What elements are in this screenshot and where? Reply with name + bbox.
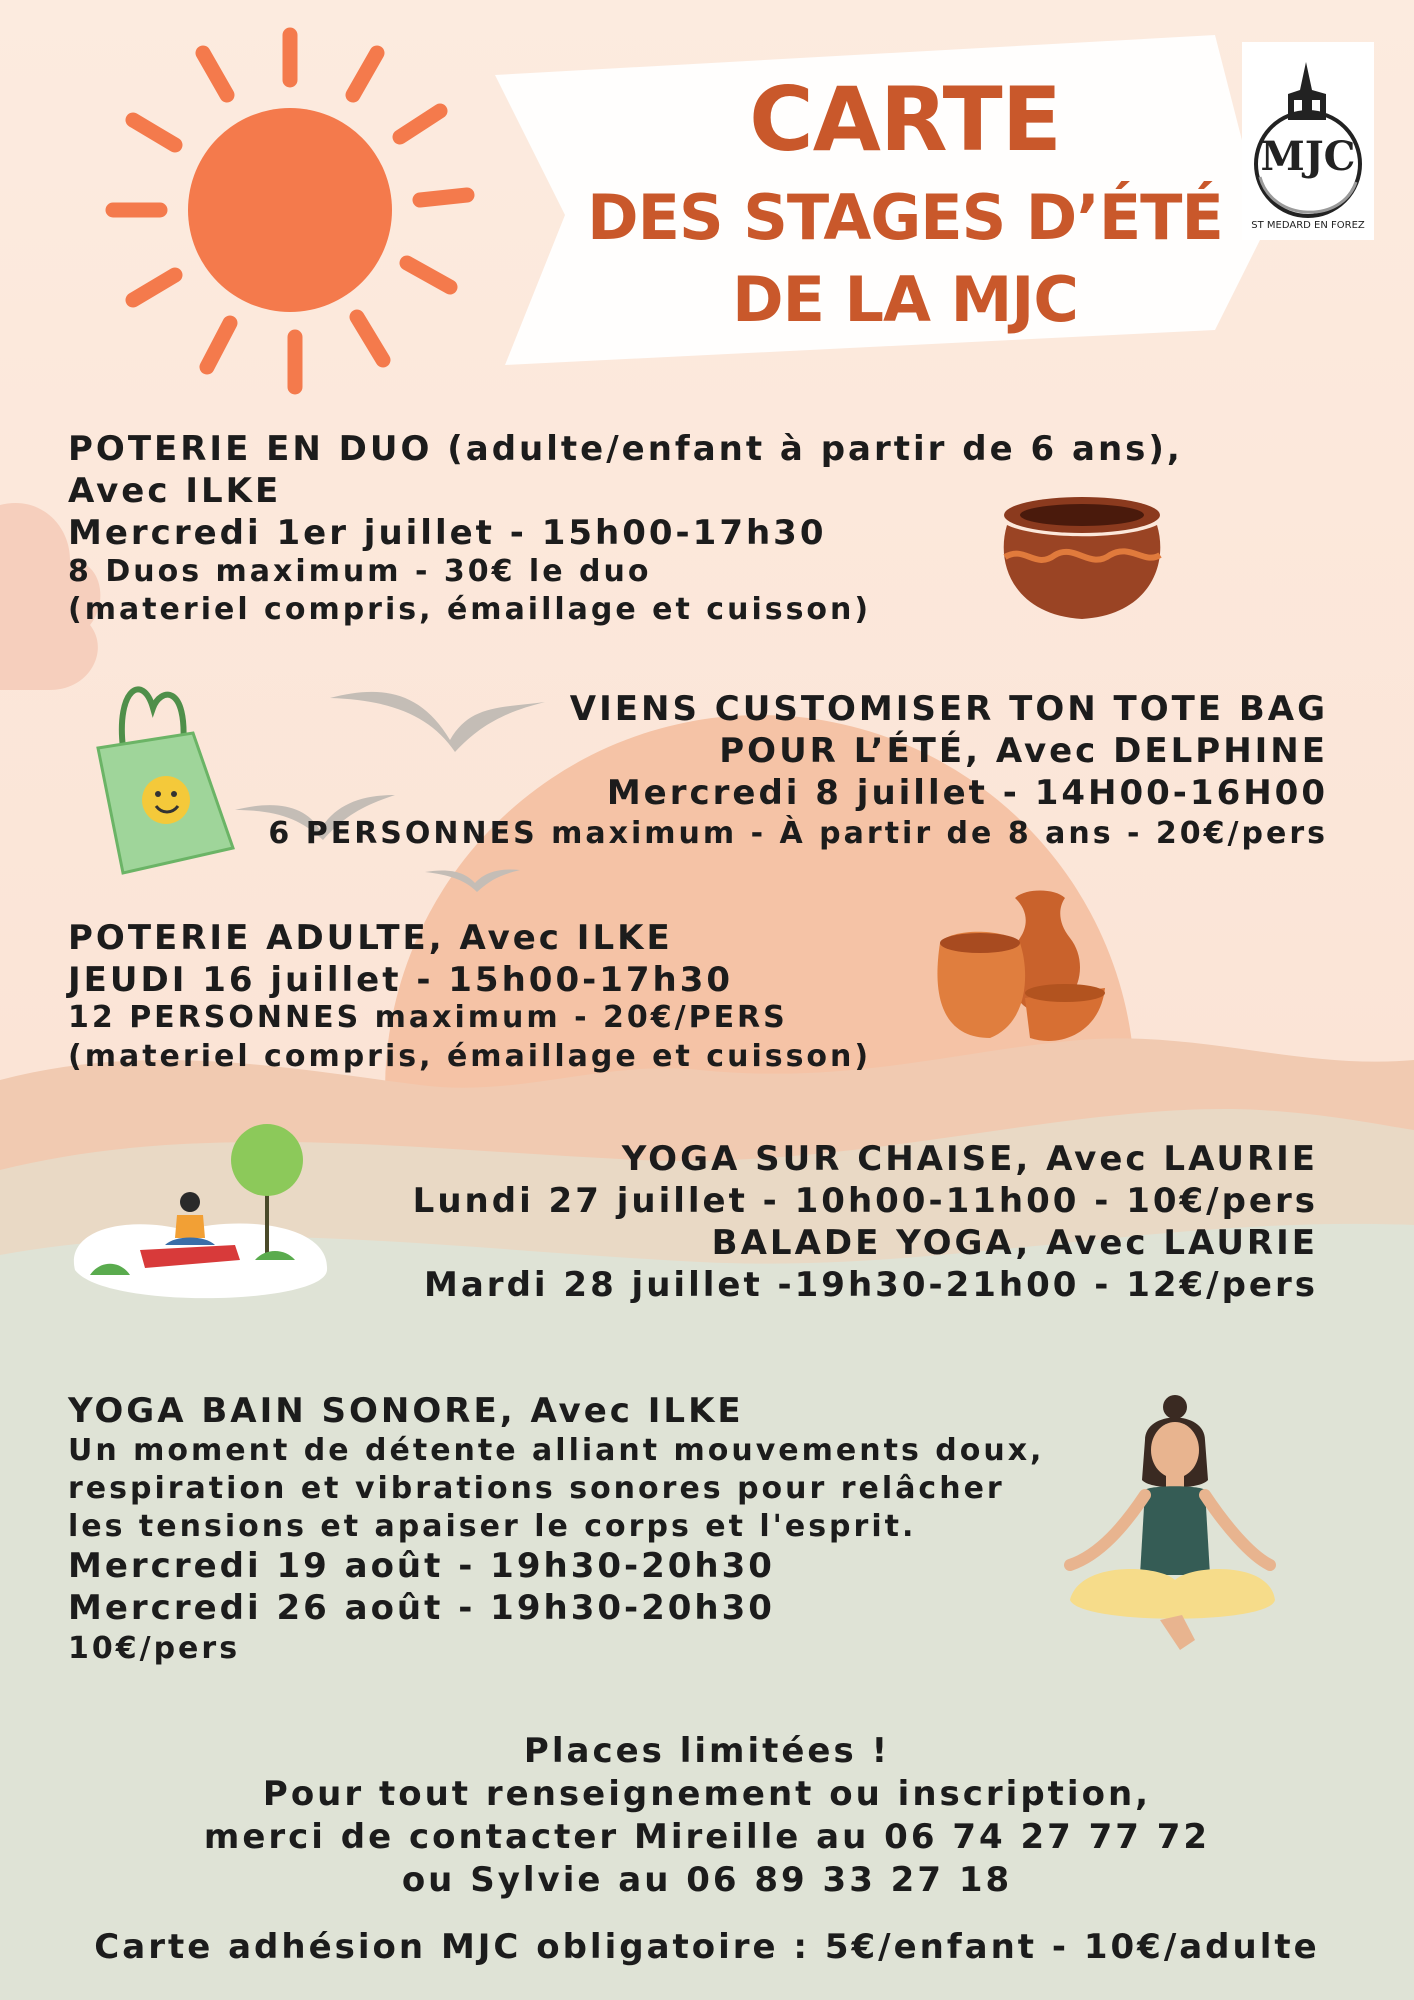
page-title-line2: DES STAGES D’ÉTÉ bbox=[587, 181, 1223, 254]
footer-phone-mireille: merci de contacter Mireille au 06 74 27 77 72 bbox=[203, 1817, 1211, 1857]
stage-title: YOGA BAIN SONORE, Avec ILKE bbox=[68, 1391, 744, 1431]
stage-description: respiration et vibrations sonores pour relâcher bbox=[68, 1471, 1005, 1506]
stage-date: Mercredi 19 août - 19h30-20h30 bbox=[68, 1546, 775, 1586]
sun-icon bbox=[95, 25, 485, 405]
meditation-woman-icon bbox=[1060, 1395, 1280, 1655]
stage-title: POTERIE EN DUO (adulte/enfant à partir de 6 ans), bbox=[68, 429, 1183, 469]
logo-subtext: ST MEDARD EN FOREZ bbox=[1251, 220, 1365, 231]
stage-date-2: Mardi 28 juillet -19h30-21h00 - 12€/pers bbox=[424, 1265, 1318, 1305]
footer-line: Places limitées ! bbox=[523, 1731, 891, 1771]
footer-line: Pour tout renseignement ou inscription, bbox=[262, 1774, 1152, 1814]
stage-date: Mercredi 1er juillet - 15h00-17h30 bbox=[68, 513, 827, 553]
logo-text: MJC bbox=[1260, 133, 1356, 180]
stage-date: Lundi 27 juillet - 10h00-11h00 - 10€/pers bbox=[412, 1181, 1318, 1221]
clay-pot-icon bbox=[995, 495, 1170, 625]
footer-phone-sylvie: ou Sylvie au 06 89 33 27 18 bbox=[401, 1860, 1013, 1900]
stage-capacity: 8 Duos maximum - 30€ le duo bbox=[68, 554, 652, 589]
stage-title: POTERIE ADULTE, Avec ILKE bbox=[68, 918, 673, 958]
stage-description: les tensions et apaiser le corps et l'esprit. bbox=[68, 1509, 917, 1544]
title-banner bbox=[495, 30, 1330, 370]
stage-capacity: 12 PERSONNES maximum - 20€/PERS bbox=[68, 1000, 788, 1035]
membership-notice: Carte adhésion MJC obligatoire : 5€/enfant - 10€/adulte bbox=[94, 1927, 1320, 1967]
outdoor-yoga-icon bbox=[65, 1120, 335, 1310]
tote-bag-icon bbox=[88, 668, 238, 878]
stage-date: Mercredi 8 juillet - 14H00-16H00 bbox=[606, 773, 1328, 813]
stage-date: JEUDI 16 juillet - 15h00-17h30 bbox=[68, 960, 734, 1000]
stage-date-2: Mercredi 26 août - 19h30-20h30 bbox=[68, 1588, 775, 1628]
stage-instructor: Avec ILKE bbox=[68, 471, 282, 511]
page-title-line3: DE LA MJC bbox=[732, 263, 1078, 336]
mjc-logo bbox=[1242, 42, 1374, 240]
stage-note: (materiel compris, émaillage et cuisson) bbox=[68, 592, 872, 627]
stage-description: Un moment de détente alliant mouvements doux, bbox=[68, 1433, 1045, 1468]
page-title-line1: CARTE bbox=[749, 68, 1061, 171]
stage-capacity: 6 PERSONNES maximum - À partir de 8 ans - 20€/pers bbox=[268, 816, 1328, 851]
stage-note: (materiel compris, émaillage et cuisson) bbox=[68, 1039, 872, 1074]
stage-title-2: BALADE YOGA, Avec LAURIE bbox=[711, 1223, 1318, 1263]
stage-subtitle: POUR L’ÉTÉ, Avec DELPHINE bbox=[719, 731, 1328, 771]
stage-title: YOGA SUR CHAISE, Avec LAURIE bbox=[621, 1139, 1318, 1179]
pottery-vases-icon bbox=[930, 888, 1110, 1063]
stage-price: 10€/pers bbox=[68, 1631, 241, 1666]
stage-title: VIENS CUSTOMISER TON TOTE BAG bbox=[569, 689, 1328, 729]
